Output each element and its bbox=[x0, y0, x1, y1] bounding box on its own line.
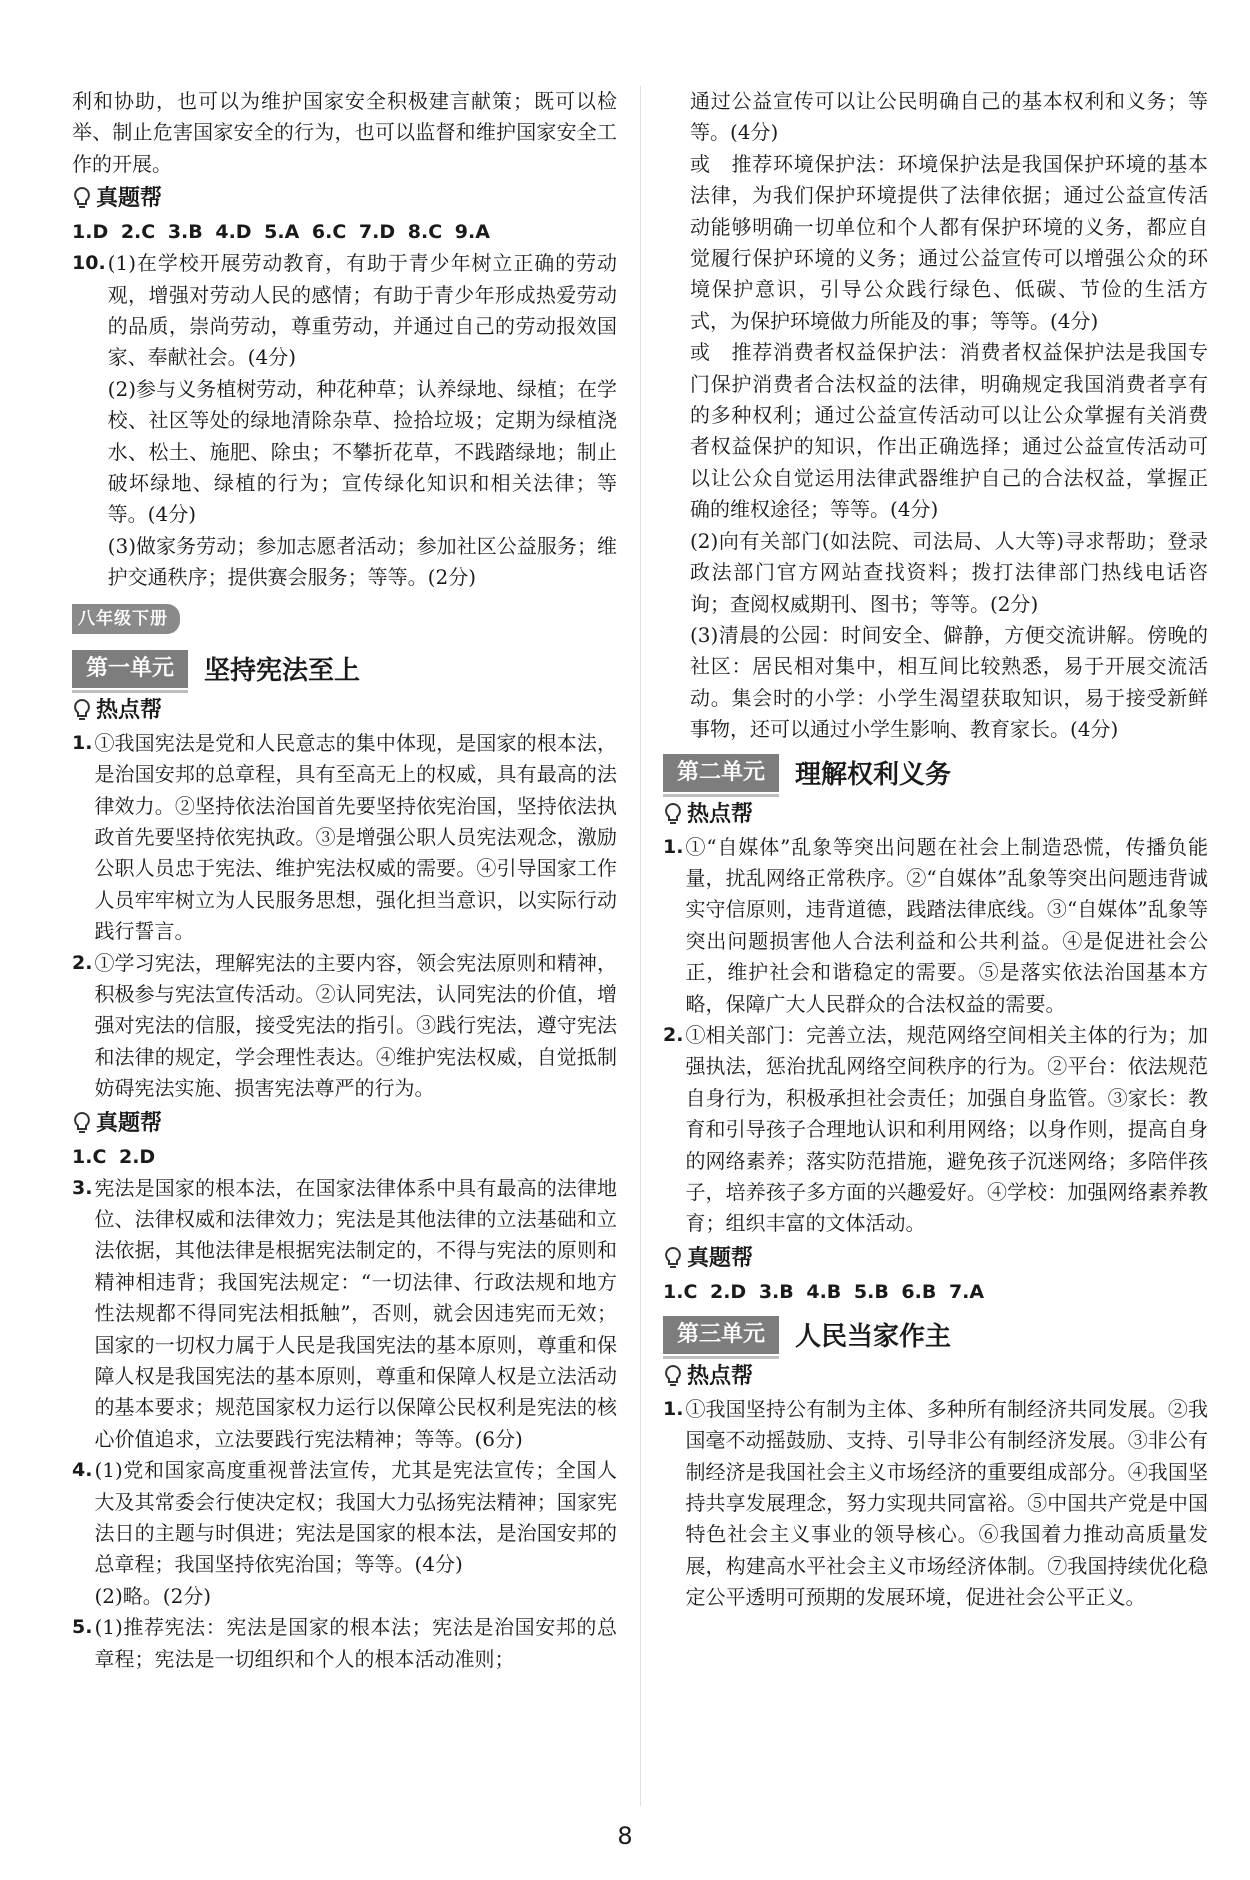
unit-title: 人民当家作主 bbox=[795, 1322, 952, 1353]
question-number: 4. bbox=[72, 1459, 93, 1482]
grade-label: 八年级下册 bbox=[72, 604, 180, 634]
unit-header bbox=[663, 754, 1208, 792]
question-item bbox=[72, 248, 617, 593]
intro-paragraph: 利和协助，也可以为维护国家安全积极建言献策；既可以检举、制止危害国家安全的行为，也可以监督和维护国家安全工作的开展。 bbox=[72, 89, 617, 176]
section-heading-redianbang bbox=[72, 694, 617, 728]
answer-paragraph: (1)党和国家高度重视普法宣传，尤其是宪法宣传；全国人大及其常委会行使决定权；我国大力弘扬宪法精神；国家宪法日的主题与时俱进；宪法是国家的根本法，是治国安邦的总章程；我国坚持依宪治国；等等。(4分) bbox=[94, 1458, 617, 1577]
question-number: 10. bbox=[72, 252, 106, 275]
question-item bbox=[72, 1612, 617, 1675]
answer-paragraph: (3)清晨的公园：时间安全、僻静，方便交流讲解。傍晚的社区：居民相对集中，相互间比较熟悉，易于开展交流活动。集会时的小学：小学生渴望获取知识，易于接受新鲜事物，还可以通过小学生影响、教育家长。(4分) bbox=[690, 622, 1208, 742]
answer-paragraph: (3)做家务劳动；参加志愿者活动；参加社区公益服务；维护交通秩序；提供赛会服务；等等。(2分) bbox=[107, 533, 617, 590]
question-number: 3. bbox=[72, 1176, 93, 1199]
question-number: 2. bbox=[663, 1023, 684, 1046]
question-number: 1. bbox=[663, 835, 684, 858]
answer-list: 1.D 2.C 3.B 4.D 5.A 6.C 7.D 8.C 9.A bbox=[72, 221, 490, 244]
lightbulb-icon bbox=[663, 1245, 683, 1273]
heading-text: 热点帮 bbox=[687, 1363, 754, 1389]
unit-tag: 第三单元 bbox=[663, 1316, 779, 1354]
section-heading-redianbang bbox=[663, 798, 1208, 832]
question-item bbox=[72, 728, 617, 948]
question-item bbox=[663, 1020, 1208, 1240]
answer-paragraph: ①“自媒体”乱象等突出问题在社会上制造恐慌，传播负能量，扰乱网络正常秩序。②“自媒体”乱象等突出问题违背诚实守信原则，违背道德，践踏法律底线。③“自媒体”乱象等突出问题损害他人合法利益和公共利益。④是促进社会公正，维护社会和谐稳定的需要。⑤是落实依法治国基本方略，保障广大人民群众的合法权益的需要。 bbox=[685, 834, 1208, 1016]
answer-paragraph: (1)推荐宪法：宪法是国家的根本法；宪法是治国安邦的总章程；宪法是一切组织和个人的根本活动准则； bbox=[94, 1615, 617, 1671]
section-heading-zhentibang bbox=[663, 1242, 1208, 1276]
lightbulb-icon bbox=[72, 185, 92, 213]
question-number: 1. bbox=[663, 1397, 684, 1420]
unit-title: 坚持宪法至上 bbox=[204, 656, 361, 687]
answer-paragraph: (2)参与义务植树劳动，种花种草；认养绿地、绿植；在学校、社区等处的绿地清除杂草、捡拾垃圾；定期为绿植浇水、松土、施肥、除虫；不攀折花草，不践踏绿地；制止破坏绿地、绿植的行为；宣传绿化知识和相关法律；等等。(4分) bbox=[107, 376, 617, 527]
section-heading-redianbang bbox=[663, 1360, 1208, 1394]
question-number: 5. bbox=[72, 1616, 93, 1639]
answer-list: 1.C 2.D 3.B 4.B 5.B 6.B 7.A bbox=[663, 1280, 985, 1303]
question-item bbox=[663, 832, 1208, 1020]
answer-paragraph: (2)向有关部门(如法院、司法局、人大等)寻求帮助；登录政法部门官方网站查找资料；拨打法律部门热线电话咨询；查阅权威期刊、图书；等等。(2分) bbox=[690, 528, 1208, 616]
section-heading-zhentibang bbox=[72, 182, 617, 216]
answer-paragraph: (2)略。(2分) bbox=[94, 1583, 212, 1608]
heading-text: 热点帮 bbox=[96, 697, 163, 723]
section-heading-zhentibang bbox=[72, 1107, 617, 1141]
left-column bbox=[72, 86, 617, 1675]
question-item bbox=[72, 1455, 617, 1612]
heading-text: 热点帮 bbox=[687, 801, 754, 827]
answer-paragraph: (1)在学校开展劳动教育，有助于青少年树立正确的劳动观，增强对劳动人民的感情；有助于青少年形成热爱劳动的品质，崇尚劳动，尊重劳动，并通过自己的劳动报效国家、奉献社会。(4分) bbox=[107, 251, 617, 370]
answer-list: 1.C 2.D bbox=[72, 1145, 156, 1168]
question-item bbox=[663, 1394, 1208, 1614]
question-number: 1. bbox=[72, 731, 93, 754]
heading-text: 真题帮 bbox=[96, 1110, 163, 1136]
unit-header bbox=[663, 1316, 1208, 1354]
page-number: 8 bbox=[617, 1822, 633, 1850]
answer-paragraph: 通过公益宣传可以让公民明确自己的基本权利和义务；等等。(4分) bbox=[690, 89, 1208, 145]
unit-header bbox=[72, 650, 617, 688]
unit-tag: 第二单元 bbox=[663, 754, 779, 792]
answer-paragraph: 或 推荐消费者权益保护法：消费者权益保护法是我国专门保护消费者合法权益的法律，明确规定我国消费者享有的多种权利；通过公益宣传活动可以让公众掌握有关消费者权益保护的知识，作出正确选择；通过公益宣传活动可以让公众自觉运用法律武器维护自己的合法权益，掌握正确的维权途径；等等。(4分) bbox=[690, 340, 1208, 522]
unit-title: 理解权利义务 bbox=[795, 760, 952, 791]
question-item bbox=[72, 948, 617, 1105]
answer-paragraph: ①学习宪法，理解宪法的主要内容，领会宪法原则和精神，积极参与宪法宣传活动。②认同宪法，认同宪法的价值，增强对宪法的信服，接受宪法的指引。③践行宪法，遵守宪法和法律的规定，学会理性表达。④维护宪法权威，自觉抵制妨碍宪法实施、损害宪法尊严的行为。 bbox=[94, 950, 617, 1101]
answer-paragraph: ①相关部门：完善立法，规范网络空间相关主体的行为；加强执法，惩治扰乱网络空间秩序的行为。②平台：依法规范自身行为，积极承担社会责任；加强自身监管。③家长：教育和引导孩子合理地认识和利用网络；以身作则，提高自身的网络素养；落实防范措施，避免孩子沉迷网络；多陪伴孩子，培养孩子多方面的兴趣爱好。④学校：加强网络素养教育；组织丰富的文体活动。 bbox=[685, 1022, 1208, 1236]
answer-paragraph: ①我国坚持公有制为主体、多种所有制经济共同发展。②我国毫不动摇鼓励、支持、引导非公有制经济发展。③非公有制经济是我国社会主义市场经济的重要组成部分。④我国坚持共享发展理念，努力实现共同富裕。⑤中国共产党是中国特色社会主义事业的领导核心。⑥我国着力推动高质量发展，构建高水平社会主义市场经济体制。⑦我国持续优化稳定公平透明可预期的发展环境，促进社会公平正义。 bbox=[685, 1396, 1208, 1610]
answer-paragraph: 或 推荐环境保护法：环境保护法是我国保护环境的基本法律，为我们保护环境提供了法律依据；通过公益宣传活动能够明确一切单位和个人都有保护环境的义务，都应自觉履行保护环境的义务；通过公益宣传可以增强公众的环境保护意识，引导公众践行绿色、低碳、节俭的生活方式，为保护环境做力所能及的事；等等。(4分) bbox=[690, 151, 1208, 333]
unit-tag: 第一单元 bbox=[72, 650, 188, 688]
question-number: 2. bbox=[72, 951, 93, 974]
lightbulb-icon bbox=[663, 801, 683, 829]
column-divider bbox=[640, 86, 641, 1806]
right-column bbox=[663, 86, 1208, 1614]
question-item bbox=[72, 1173, 617, 1456]
lightbulb-icon bbox=[72, 697, 92, 725]
heading-text: 真题帮 bbox=[687, 1245, 754, 1271]
lightbulb-icon bbox=[72, 1110, 92, 1138]
lightbulb-icon bbox=[663, 1363, 683, 1391]
heading-text: 真题帮 bbox=[96, 186, 163, 212]
answer-paragraph: 宪法是国家的根本法，在国家法律体系中具有最高的法律地位、法律权威和法律效力；宪法是其他法律的立法基础和立法依据，其他法律是根据宪法制定的，不得与宪法的原则和精神相违背；我国宪法规定：“一切法律、行政法规和地方性法规都不得同宪法相抵触”，否则，就会因违宪而无效；国家的一切权力属于人民是我国宪法的基本原则，尊重和保障人权是我国宪法的基本原则，尊重和保障人权是立法活动的基本要求；规范国家权力运行以保障公民权利是宪法的核心价值追求，立法要践行宪法精神；等等。(6分) bbox=[94, 1175, 617, 1451]
answer-paragraph: ①我国宪法是党和人民意志的集中体现，是国家的根本法，是治国安邦的总章程，具有至高无上的权威，具有最高的法律效力。②坚持依法治国首先要坚持依宪治国，坚持依法执政首先要坚持依宪执政。③是增强公职人员宪法观念，激励公职人员忠于宪法、维护宪法权威的需要。④引导国家工作人员牢牢树立为人民服务思想，强化担当意识，以实际行动践行誓言。 bbox=[94, 730, 617, 944]
